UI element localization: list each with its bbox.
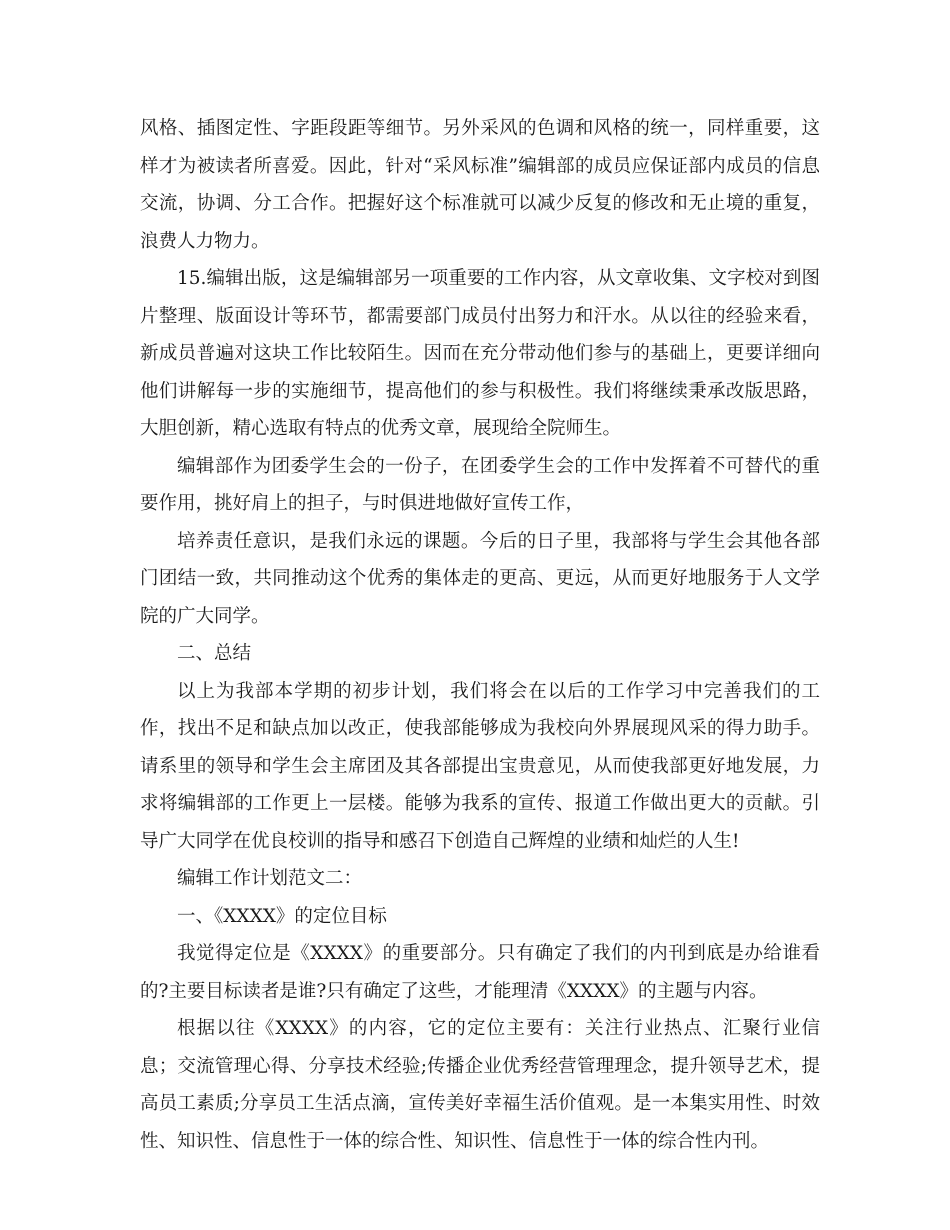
paragraph-4: 培养责任意识，是我们永远的课题。今后的日子里，我部将与学生会其他各部门团结一致，共同推动这个优秀的集体走的更高、更远，从而更好地服务于人文学院的广大同学。 (140, 530, 820, 627)
section-heading-sample-two: 编辑工作计划范文二： (177, 868, 363, 889)
document-body (140, 110, 820, 1160)
paragraph-9: 我觉得定位是《XXXX》的重要部分。只有确定了我们的内刊到底是办给谁看的?主要目标读者是谁?只有确定了这些，才能理清《XXXX》的主题与内容。 (140, 943, 820, 1002)
section-heading-positioning: 一、《XXXX》的定位目标 (177, 905, 387, 927)
paragraph-6: 以上为我部本学期的初步计划，我们将会在以后的工作学习中完善我们的工作，找出不足和缺点加以改正，使我部能够成为我校向外界展现风采的得力助手。请系里的领导和学生会主席团及其各部提出宝贵意见，从而使我部更好地发展，力求将编辑部的工作更上一层楼。能够为我系的宣传、报道工作做出更大的贡献。引导广大同学在优良校训的指导和感召下创造自己辉煌的业绩和灿烂的人生! (140, 680, 820, 852)
paragraph-3: 编辑部作为团委学生会的一份子，在团委学生会的工作中发挥着不可替代的重要作用，挑好肩上的担子，与时俱进地做好宣传工作， (140, 455, 820, 514)
paragraph-2: 15.编辑出版，这是编辑部另一项重要的工作内容，从文章收集、文字校对到图片整理、版面设计等环节，都需要部门成员付出努力和汗水。从以往的经验来看，新成员普遍对这块工作比较陌生。因而在充分带动他们参与的基础上，更要详细向他们讲解每一步的实施细节，提高他们的参与积极性。我们将继续秉承改版思路，大胆创新，精心选取有特点的优秀文章，展现给全院师生。 (140, 268, 820, 439)
section-heading-summary: 二、总结 (177, 643, 252, 664)
paragraph-10: 根据以往《XXXX》的内容，它的定位主要有：关注行业热点、汇聚行业信息；交流管理心得、分享技术经验;传播企业优秀经营管理理念，提升领导艺术，提高员工素质;分享员工生活点滴，宣传美好幸福生活价值观。是一本集实用性、时效性、知识性、信息性于一体的综合性、知识性、信息性于一体的综合性内刊。 (140, 1018, 820, 1152)
paragraph-1: 风格、插图定性、字距段距等细节。另外采风的色调和风格的统一，同样重要，这样才为被读者所喜爱。因此，针对“采风标准”编辑部的成员应保证部内成员的信息交流，协调、分工合作。把握好这个标准就可以减少反复的修改和无止境的重复，浪费人力物力。 (140, 118, 820, 252)
